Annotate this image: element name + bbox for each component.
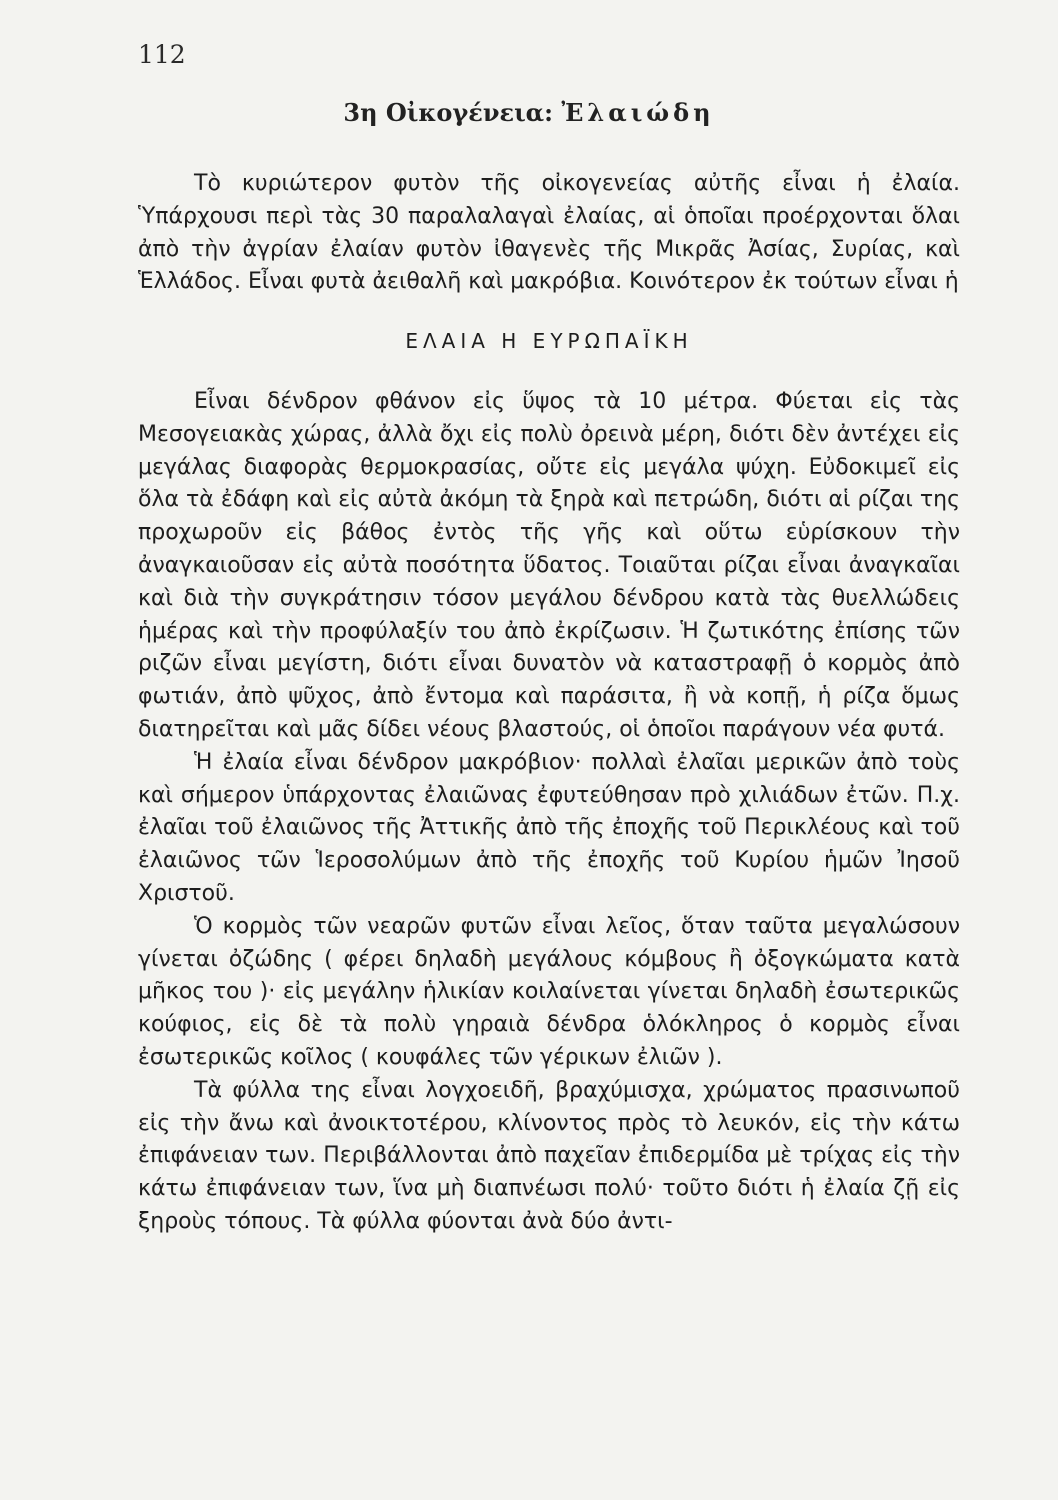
subheading: ΕΛΑΙΑ Η ΕΥΡΩΠΑΪΚΗ	[405, 329, 693, 354]
paragraph: Εἶναι δένδρον φθάνον εἰς ὕψος τὰ 10 μέτρα. Φύεται εἰς τὰς Μεσογειακὰς χώρας, ἀλλὰ ὄχι εἰς πολὺ ὀρεινὰ μέρη, διότι δὲν ἀντέχει εἰς μεγάλας διαφορὰς θερμοκρασίας, οὔτε εἰς μεγάλα ψύχη. Εὐδοκιμεῖ εἰς ὅλα τὰ ἐδάφη καὶ εἰς αὐτὰ ἀκόμη τὰ ξηρὰ καὶ πετρώδη, διότι αἱ ρίζαι της προχωροῦν εἰς βάθος ἐντὸς τῆς γῆς καὶ οὕτω εὑρίσκουν τὴν ἀναγκαιοῦσαν εἰς αὐτὰ ποσότητα ὕδατος. Τοιαῦται ρίζαι εἶναι ἀναγκαῖαι καὶ διὰ τὴν συγκράτησιν τόσον μεγάλου δένδρου κατὰ τὰς θυελλώδεις ἡμέρας καὶ τὴν προφύλαξίν του ἀπὸ ἐκρίζωσιν. Ἡ ζωτικότης ἐπίσης τῶν ριζῶν εἶναι μεγίστη, διότι εἶναι δυνατὸν νὰ καταστραφῇ ὁ κορμὸς ἀπὸ φωτιάν, ἀπὸ ψῦχος, ἀπὸ ἔντομα καὶ παράσιτα, ἢ νὰ κοπῇ, ἡ ρίζα ὅμως διατηρεῖται καὶ μᾶς δίδει νέους βλαστούς, οἱ ὁποῖοι παράγουν νέα φυτά.	[138, 388, 960, 742]
heading-family: Ἐλαιώδη	[561, 98, 715, 127]
page-number: 112	[138, 40, 186, 69]
chapter-heading	[0, 98, 1058, 127]
body-text	[138, 168, 960, 1239]
paragraph: Ὁ κορμὸς τῶν νεαρῶν φυτῶν εἶναι λεῖος, ὅταν ταῦτα μεγαλώσουν γίνεται ὀζώδης ( φέρει δηλαδὴ μεγάλους κόμβους ἢ ὀξογκώματα κατὰ μῆκος του )· εἰς μεγάλην ἡλικίαν κοιλαίνεται γίνεται δηλαδὴ ἐσωτερικῶς κούφιος, εἰς δὲ τὰ πολὺ γηραιὰ δένδρα ὁλόκληρος ὁ κορμὸς εἶναι ἐσωτερικῶς κοῖλος ( κουφάλες τῶν γέρικων ἐλιῶν ).	[138, 913, 960, 1070]
heading-prefix: 3η Οἰκογένεια:	[343, 98, 562, 127]
paragraph: Ἡ ἐλαία εἶναι δένδρον μακρόβιον· πολλαὶ ἐλαῖαι μερικῶν ἀπὸ τοὺς καὶ σήμερον ὑπάρχοντας ἐλαιῶνας ἐφυτεύθησαν πρὸ χιλιάδων ἐτῶν. Π.χ. ἐλαῖαι τοῦ ἐλαιῶνος τῆς Ἀττικῆς ἀπὸ τῆς ἐποχῆς τοῦ Περικλέους καὶ τοῦ ἐλαιῶνος τῶν Ἱεροσολύμων ἀπὸ τῆς ἐποχῆς τοῦ Κυρίου ἡμῶν Ἰησοῦ Χριστοῦ.	[138, 749, 960, 906]
paragraph: Τὰ φύλλα της εἶναι λογχοειδῆ, βραχύμισχα, χρώματος πρασινωποῦ εἰς τὴν ἄνω καὶ ἀνοικτοτέρου, κλίνοντος πρὸς τὸ λευκόν, εἰς τὴν κάτω ἐπιφάνειαν των. Περιβάλλονται ἀπὸ παχεῖαν ἐπιδερμίδα μὲ τρίχας εἰς τὴν κάτω ἐπιφάνειαν των, ἵνα μὴ διαπνέωσι πολύ· τοῦτο διότι ἡ ἐλαία ζῇ εἰς ξηροὺς τόπους. Τὰ φύλλα φύονται ἀνὰ δύο ἀντι-	[138, 1077, 960, 1234]
intro-paragraph: Τὸ κυριώτερον φυτὸν τῆς οἰκογενείας αὐτῆς εἶναι ἡ ἐλαία. Ὑπάρχουσι περὶ τὰς 30 παραλαλαγαὶ ἐλαίας, αἱ ὁποῖαι προέρχονται ὅλαι ἀπὸ τὴν ἀγρίαν ἐλαίαν φυτὸν ἰθαγενὲς τῆς Μικρᾶς Ἀσίας, Συρίας, καὶ Ἑλλάδος. Εἶναι φυτὰ ἀειθαλῆ καὶ μακρόβια. Κοινότερον ἐκ τούτων εἶναι ἡ	[138, 171, 960, 295]
